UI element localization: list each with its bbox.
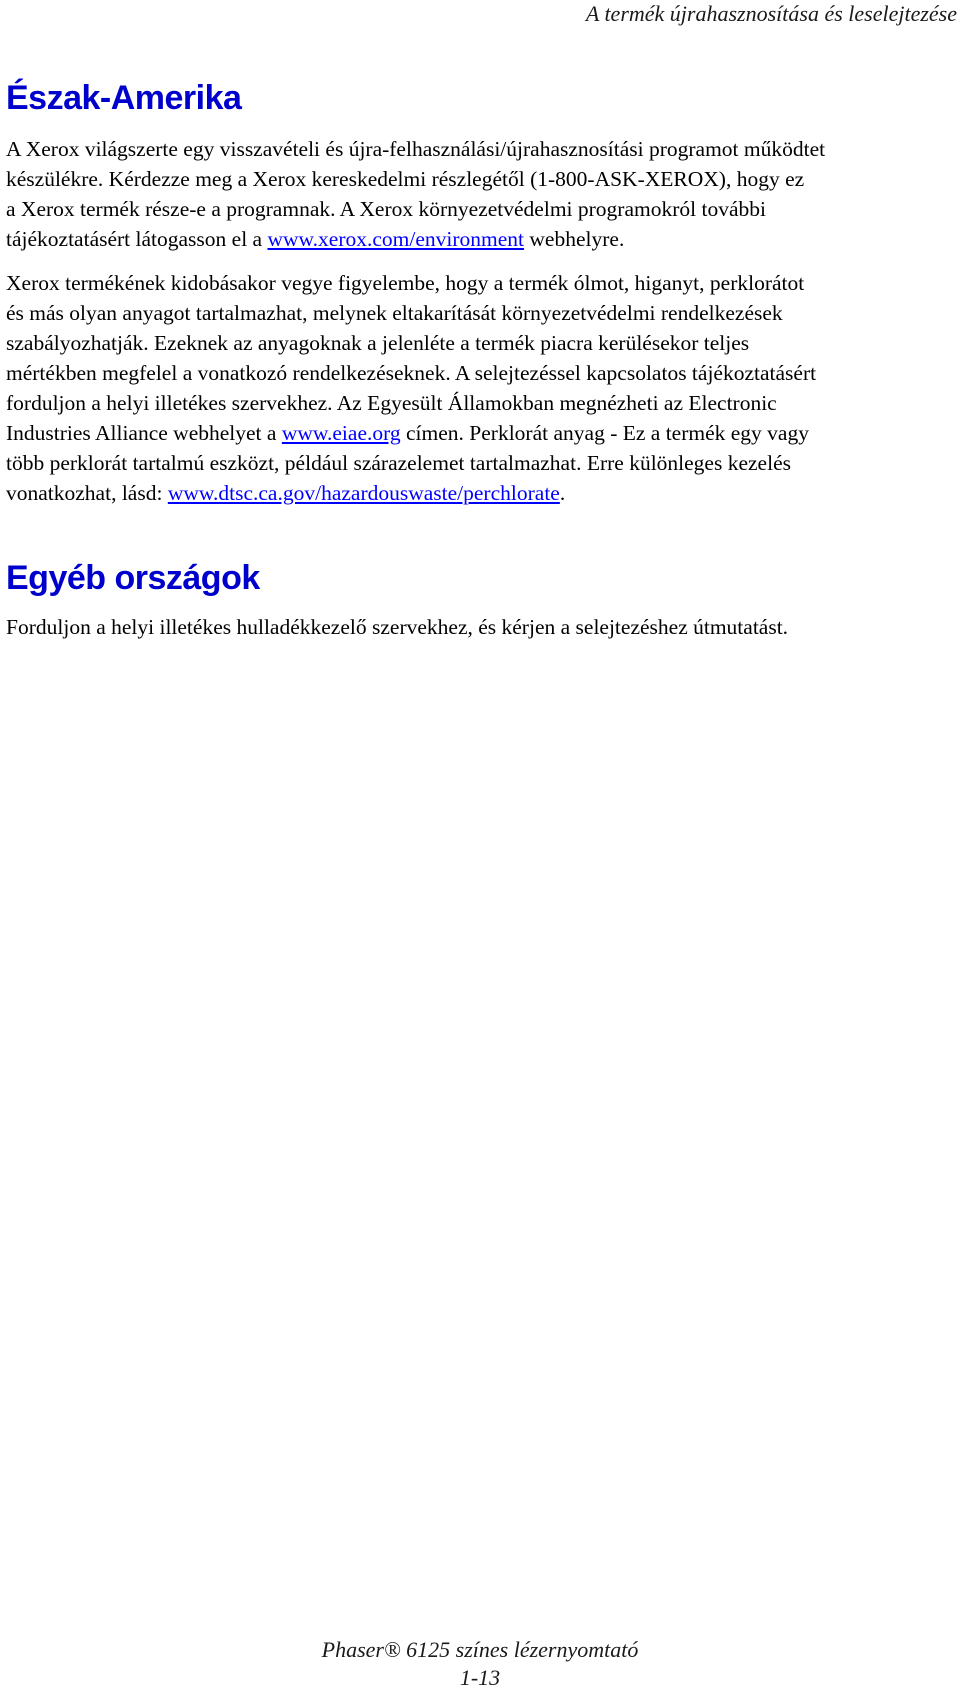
text-line: több perklorát tartalmú eszközt, például szárazelemet tartalmazhat. Erre különleges kezelés	[6, 451, 791, 475]
paragraph-recycling-program	[6, 134, 956, 254]
section-title-north-america: Észak-Amerika	[6, 79, 242, 117]
text-line	[6, 478, 956, 508]
text-line: Xerox termékének kidobásakor vegye figyelembe, hogy a termék ólmot, higanyt, perklorátot	[6, 271, 805, 295]
section-title-other-countries: Egyéb országok	[6, 559, 260, 597]
text-line: forduljon a helyi illetékes szervekhez. Az Egyesült Államokban megnézheti az Electronic	[6, 391, 777, 415]
text-line: szabályozhatják. Ezeknek az anyagoknak a jelenléte a termék piacra kerülésekor teljes	[6, 331, 750, 355]
text-line: A Xerox világszerte egy visszavételi és újra-felhasználási/újrahasznosítási programot működtet	[6, 137, 826, 161]
paragraph-disposal-materials	[6, 268, 956, 508]
page-footer	[0, 1636, 960, 1692]
text-segment: Industries Alliance webhelyet a	[6, 421, 282, 445]
footer-product-name: Phaser® 6125 színes lézernyomtató	[321, 1637, 639, 1662]
page-content	[6, 70, 956, 642]
text-line	[6, 224, 956, 254]
running-header: A termék újrahasznosítása és leselejtezése	[585, 1, 957, 26]
text-line	[6, 418, 956, 448]
paragraph-other-countries	[6, 612, 956, 642]
xerox-environment-link[interactable]: www.xerox.com/environment	[267, 227, 525, 251]
text-segment: tájékoztatásért látogasson el a	[6, 227, 268, 251]
text-segment: .	[559, 481, 566, 505]
text-segment: webhelyre.	[524, 227, 625, 251]
text-line: Forduljon a helyi illetékes hulladékkezelő szervekhez, és kérjen a selejtezéshez útmutatást.	[6, 615, 789, 639]
eiae-link[interactable]: www.eiae.org	[281, 421, 401, 445]
dtsc-perchlorate-link[interactable]: www.dtsc.ca.gov/hazardouswaste/perchlorate	[167, 481, 560, 505]
footer-page-number: 1-13	[459, 1665, 501, 1690]
text-segment: vonatkozhat, lásd:	[6, 481, 168, 505]
text-line: a Xerox termék része-e a programnak. A Xerox környezetvédelmi programokról további	[6, 197, 766, 221]
text-segment: címen. Perklorát anyag - Ez a termék egy vagy	[400, 421, 809, 445]
text-line: készülékre. Kérdezze meg a Xerox kereskedelmi részlegétől (1-800-ASK-XEROX), hogy ez	[6, 167, 805, 191]
text-line: és más olyan anyagot tartalmazhat, melynek eltakarítását környezetvédelmi rendelkezések	[6, 301, 783, 325]
text-line: mértékben megfelel a vonatkozó rendelkezéseknek. A selejtezéssel kapcsolatos tájékoztatásért	[6, 361, 817, 385]
